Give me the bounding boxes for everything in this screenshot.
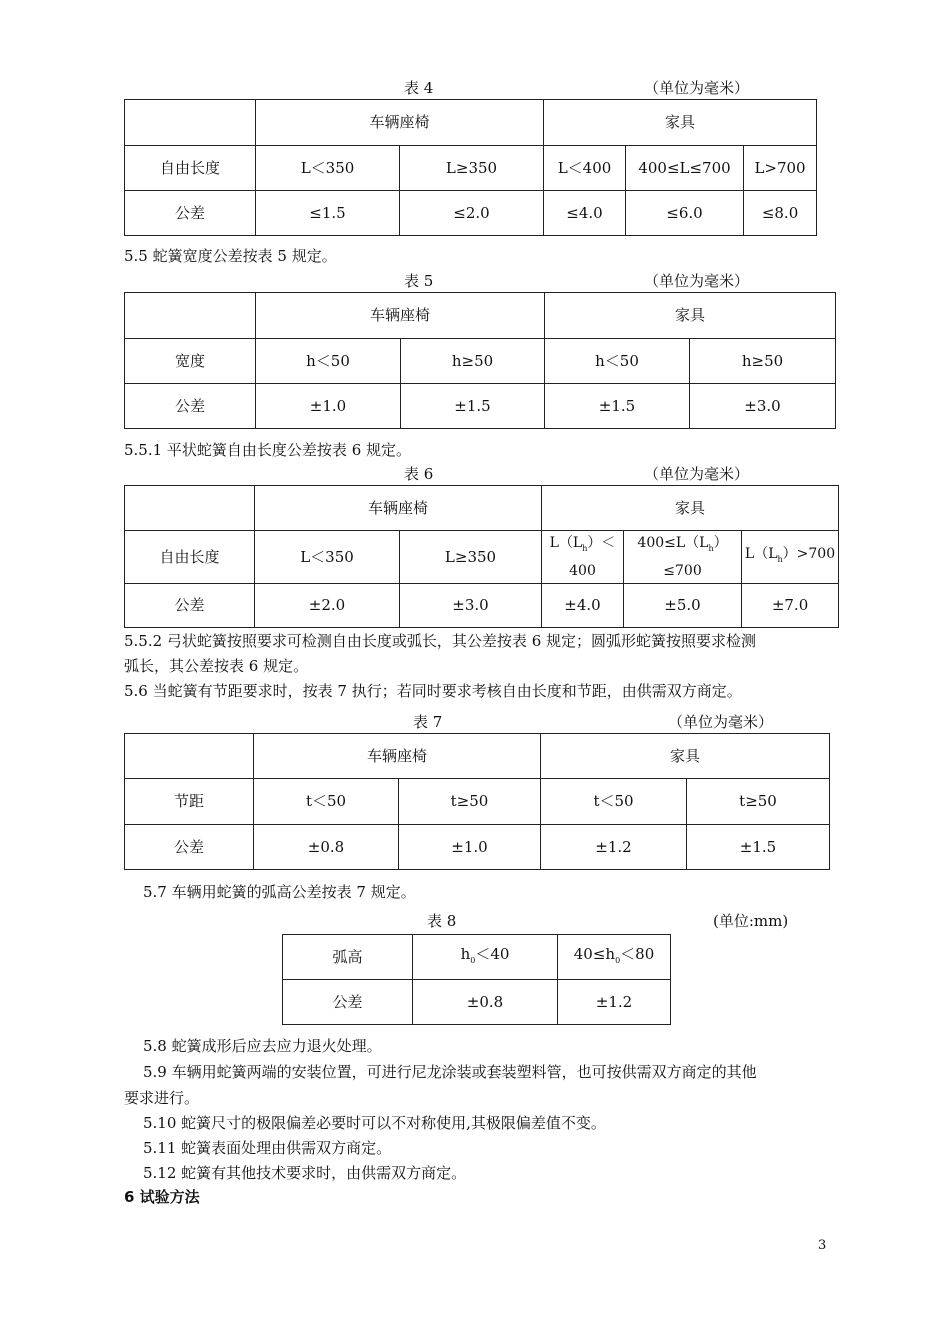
table7-row-label: 公差: [125, 825, 254, 870]
table6-cell: ±5.0: [624, 584, 742, 628]
table4-cell: L≥350: [400, 146, 544, 191]
table6-cell: L＜350: [255, 531, 400, 584]
table7-cell: t≥50: [399, 779, 541, 825]
table6-corner: [125, 486, 255, 531]
cell-text: L（L: [744, 546, 778, 563]
table8-cell: [558, 935, 671, 980]
table5-row-label: 宽度: [125, 339, 256, 384]
table7-unit: （单位为毫米）: [668, 713, 774, 731]
table6-cell: ±7.0: [742, 584, 839, 628]
table7-corner: [125, 734, 254, 779]
para-5-5-2-line2: 弧长，其公差按表 6 规定。: [124, 657, 309, 675]
table8-row-label: 弧高: [283, 935, 413, 980]
table5-cell: ±1.5: [545, 384, 690, 429]
table4-corner: [125, 100, 256, 146]
subscript: 0: [615, 955, 621, 965]
table4-group-furniture: 家具: [544, 100, 817, 146]
table6-cell: [542, 531, 624, 584]
table4-cell: ≤8.0: [744, 191, 817, 236]
table8-cell: ±1.2: [558, 980, 671, 1025]
para-5-5: 5.5 蛇簧宽度公差按表 5 规定。: [124, 247, 337, 265]
cell-text: 400≤L（L: [637, 535, 709, 552]
table5-group-vehicle: 车辆座椅: [256, 293, 545, 339]
table4-cell: ≤2.0: [400, 191, 544, 236]
table7-cell: ±0.8: [254, 825, 399, 870]
table6-cell: ±4.0: [542, 584, 624, 628]
table5-corner: [125, 293, 256, 339]
table6-title: 表 6: [404, 465, 434, 483]
table7-title: 表 7: [413, 713, 443, 731]
table8: [282, 934, 671, 1025]
table4-cell: ≤6.0: [626, 191, 744, 236]
table4-cell: L＜350: [256, 146, 400, 191]
cell-text: L（L: [549, 535, 583, 552]
table4-row-label: 公差: [125, 191, 256, 236]
table6: [124, 485, 839, 628]
para-5-12: 5.12 蛇簧有其他技术要求时，由供需双方商定。: [143, 1164, 467, 1182]
table5-cell: h≥50: [690, 339, 836, 384]
subscript: h: [708, 543, 714, 553]
table7-cell: ±1.2: [541, 825, 687, 870]
table4-cell: L＜400: [544, 146, 626, 191]
cell-text: 40≤h: [573, 944, 616, 963]
subscript: 0: [470, 955, 476, 965]
table5-unit: （单位为毫米）: [644, 272, 750, 290]
cell-text: 400: [569, 562, 596, 579]
table5-cell: ±1.0: [256, 384, 401, 429]
subscript: h: [777, 554, 783, 564]
cell-text: ）＜: [587, 535, 616, 552]
table5: [124, 292, 836, 429]
cell-text: ＜40: [475, 944, 510, 963]
table6-group-furniture: 家具: [542, 486, 839, 531]
section-6-heading: 6 试验方法: [124, 1188, 200, 1206]
page-number: 3: [818, 1238, 827, 1253]
table4: [124, 99, 817, 236]
table6-row-label: 公差: [125, 584, 255, 628]
table7-cell: t≥50: [687, 779, 830, 825]
table5-cell: ±3.0: [690, 384, 836, 429]
table7: [124, 733, 830, 870]
table6-row-label: 自由长度: [125, 531, 255, 584]
table8-cell: ±0.8: [413, 980, 558, 1025]
cell-text: ）>700: [782, 546, 836, 563]
table8-title: 表 8: [427, 912, 457, 930]
para-5-5-1: 5.5.1 平状蛇簧自由长度公差按表 6 规定。: [124, 441, 412, 459]
table4-cell: L>700: [744, 146, 817, 191]
table6-cell: [742, 531, 839, 584]
para-5-8: 5.8 蛇簧成形后应去应力退火处理。: [143, 1037, 382, 1055]
table7-cell: t＜50: [541, 779, 687, 825]
table4-unit: （单位为毫米）: [644, 79, 750, 97]
cell-text: ＜80: [620, 944, 655, 963]
table7-group-furniture: 家具: [541, 734, 830, 779]
cell-text: h: [460, 944, 471, 963]
table4-row-label: 自由长度: [125, 146, 256, 191]
para-5-11: 5.11 蛇簧表面处理由供需双方商定。: [143, 1139, 392, 1157]
table5-cell: ±1.5: [401, 384, 545, 429]
table8-cell: [413, 935, 558, 980]
table6-cell: ±2.0: [255, 584, 400, 628]
table6-cell: L≥350: [400, 531, 542, 584]
table5-cell: h＜50: [545, 339, 690, 384]
table6-group-vehicle: 车辆座椅: [255, 486, 542, 531]
para-5-5-2-line1: 5.5.2 弓状蛇簧按照要求可检测自由长度或弧长，其公差按表 6 规定；圆弧形蛇簧按照要求检测: [124, 632, 757, 650]
table5-cell: h＜50: [256, 339, 401, 384]
table7-cell: ±1.0: [399, 825, 541, 870]
table7-row-label: 节距: [125, 779, 254, 825]
table4-cell: 400≤L≤700: [626, 146, 744, 191]
table4-cell: ≤1.5: [256, 191, 400, 236]
table5-row-label: 公差: [125, 384, 256, 429]
subscript: h: [582, 543, 588, 553]
table6-unit: （单位为毫米）: [644, 465, 750, 483]
para-5-6: 5.6 当蛇簧有节距要求时，按表 7 执行；若同时要求考核自由长度和节距，由供需双方商定。: [124, 682, 742, 700]
table7-group-vehicle: 车辆座椅: [254, 734, 541, 779]
cell-text: ）: [713, 535, 728, 552]
table5-cell: h≥50: [401, 339, 545, 384]
table4-title: 表 4: [404, 79, 434, 97]
table4-group-vehicle: 车辆座椅: [256, 100, 544, 146]
para-5-9-line1: 5.9 车辆用蛇簧两端的安装位置，可进行尼龙涂装或套装塑料管，也可按供需双方商定的其他: [143, 1063, 757, 1081]
table8-unit: (单位:mm): [713, 912, 789, 930]
table6-cell: ±3.0: [400, 584, 542, 628]
table6-cell: [624, 531, 742, 584]
para-5-7: 5.7 车辆用蛇簧的弧高公差按表 7 规定。: [143, 883, 416, 901]
cell-text: ≤700: [663, 562, 702, 579]
table5-title: 表 5: [404, 272, 434, 290]
table5-group-furniture: 家具: [545, 293, 836, 339]
para-5-9-line2: 要求进行。: [124, 1089, 200, 1107]
table4-cell: ≤4.0: [544, 191, 626, 236]
table7-cell: t＜50: [254, 779, 399, 825]
para-5-10: 5.10 蛇簧尺寸的极限偏差必要时可以不对称使用,其极限偏差值不变。: [143, 1114, 606, 1132]
table8-row-label: 公差: [283, 980, 413, 1025]
table7-cell: ±1.5: [687, 825, 830, 870]
